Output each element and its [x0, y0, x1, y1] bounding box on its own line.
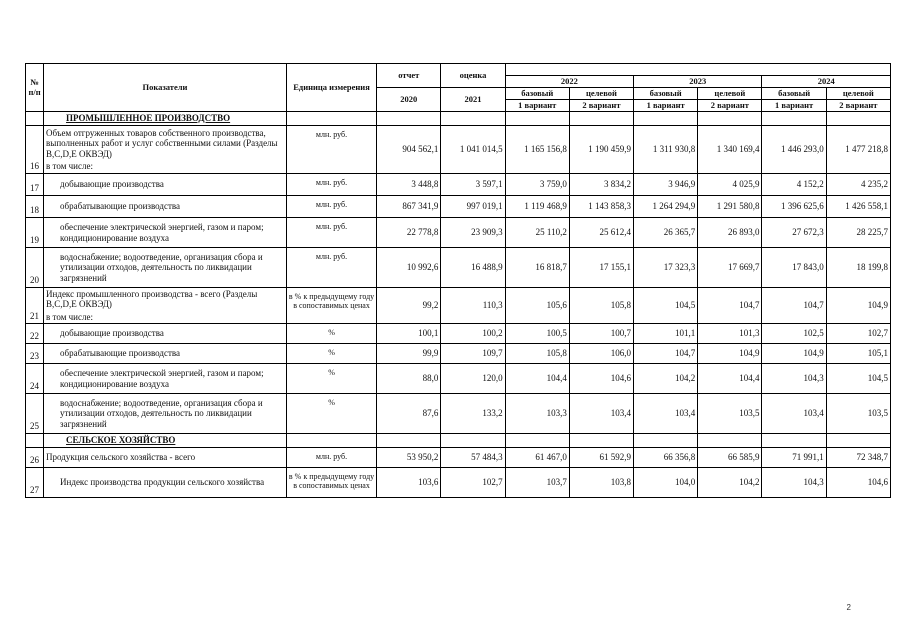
unit-cell: млн. руб.	[286, 248, 376, 288]
section-unit-cell	[286, 434, 376, 448]
table-row	[26, 174, 891, 196]
table-row	[26, 468, 891, 498]
value-cell: 1 143 858,3	[569, 196, 633, 218]
section-blank-cell	[762, 112, 826, 126]
indicator-name: Индекс производства продукции сельского хозяйства	[60, 477, 265, 488]
section-title: ПРОМЫШЛЕННОЕ ПРОИЗВОДСТВО	[44, 112, 287, 126]
section-blank-cell	[762, 434, 826, 448]
value-cell: 57 484,3	[441, 448, 505, 468]
value-cell: 105,8	[505, 344, 569, 364]
value-cell: 100,5	[505, 324, 569, 344]
year-2022-header: 2022	[505, 76, 633, 88]
row-number: 26	[26, 448, 44, 468]
section-blank-cell	[634, 112, 698, 126]
section-row	[26, 434, 891, 448]
indicator-name-cell	[44, 174, 287, 196]
table-row	[26, 324, 891, 344]
value-cell: 103,3	[505, 394, 569, 434]
value-cell: 1 446 293,0	[762, 126, 826, 174]
value-cell: 4 152,2	[762, 174, 826, 196]
indicator-name: водоснабжение; водоотведение, организация сбора и утилизации отходов, деятельность по ликвидации загрязнений	[60, 397, 263, 429]
indicator-name-cell	[44, 288, 287, 324]
unit-cell: млн. руб.	[286, 196, 376, 218]
value-cell: 26 365,7	[634, 218, 698, 248]
value-cell: 100,1	[377, 324, 441, 344]
value-cell: 66 356,8	[634, 448, 698, 468]
value-cell: 100,7	[569, 324, 633, 344]
value-cell: 100,2	[441, 324, 505, 344]
value-cell: 1 477 218,8	[826, 126, 890, 174]
value-cell: 102,7	[441, 468, 505, 498]
table-header	[26, 64, 891, 112]
value-cell: 26 893,0	[698, 218, 762, 248]
value-cell: 867 341,9	[377, 196, 441, 218]
value-cell: 1 264 294,9	[634, 196, 698, 218]
forecast-header-blank	[505, 64, 890, 76]
value-cell: 101,1	[634, 324, 698, 344]
value-cell: 104,4	[505, 364, 569, 394]
row-number: 21	[26, 288, 44, 324]
unit-cell: в % к предыдущему году в сопоставимых ценах	[286, 288, 376, 324]
unit-cell: млн. руб.	[286, 174, 376, 196]
section-blank-cell	[698, 112, 762, 126]
target-header-2023: целевой	[698, 88, 762, 100]
unit-cell: млн. руб.	[286, 126, 376, 174]
row-number: 20	[26, 248, 44, 288]
indicator-name-cell	[44, 394, 287, 434]
year-2024-header: 2024	[762, 76, 891, 88]
value-cell: 104,7	[634, 344, 698, 364]
value-cell: 3 448,8	[377, 174, 441, 196]
value-cell: 1 041 014,5	[441, 126, 505, 174]
section-num-cell	[26, 112, 44, 126]
value-cell: 997 019,1	[441, 196, 505, 218]
target-header-2022: целевой	[569, 88, 633, 100]
value-cell: 105,8	[569, 288, 633, 324]
value-cell: 99,9	[377, 344, 441, 364]
value-cell: 17 669,7	[698, 248, 762, 288]
value-cell: 1 165 156,8	[505, 126, 569, 174]
unit-cell: %	[286, 344, 376, 364]
value-cell: 104,7	[698, 288, 762, 324]
value-cell: 120,0	[441, 364, 505, 394]
section-blank-cell	[505, 434, 569, 448]
value-cell: 1 311 930,8	[634, 126, 698, 174]
row-number: 24	[26, 364, 44, 394]
target-header-2024: целевой	[826, 88, 890, 100]
col-estimate-header: оценка	[441, 64, 505, 88]
indicator-name: обрабатывающие производства	[60, 348, 181, 359]
unit-cell: %	[286, 324, 376, 344]
value-cell: 104,6	[569, 364, 633, 394]
section-blank-cell	[698, 434, 762, 448]
value-cell: 66 585,9	[698, 448, 762, 468]
table-body	[26, 112, 891, 498]
value-cell: 99,2	[377, 288, 441, 324]
value-cell: 28 225,7	[826, 218, 890, 248]
section-blank-cell	[441, 434, 505, 448]
indicator-name: обрабатывающие производства	[60, 201, 181, 212]
base-header-2024: базовый	[762, 88, 826, 100]
col-num-header: № п/п	[26, 64, 44, 112]
indicator-name: Индекс промышленного производства - всего (Разделы B,C,D,E ОКВЭД)	[46, 288, 258, 310]
base-header-2022: базовый	[505, 88, 569, 100]
row-number: 25	[26, 394, 44, 434]
value-cell: 104,3	[762, 364, 826, 394]
value-cell: 1 291 580,8	[698, 196, 762, 218]
variant2-header-2024: 2 вариант	[826, 100, 890, 112]
col-indicators-header: Показатели	[44, 64, 287, 112]
unit-cell: %	[286, 364, 376, 394]
value-cell: 25 110,2	[505, 218, 569, 248]
value-cell: 104,7	[762, 288, 826, 324]
year-2020-header: 2020	[377, 88, 441, 112]
value-cell: 25 612,4	[569, 218, 633, 248]
value-cell: 103,6	[377, 468, 441, 498]
value-cell: 16 818,7	[505, 248, 569, 288]
value-cell: 17 843,0	[762, 248, 826, 288]
indicator-subnote: в том числе:	[46, 311, 93, 322]
table-row	[26, 288, 891, 324]
value-cell: 109,7	[441, 344, 505, 364]
value-cell: 101,3	[698, 324, 762, 344]
indicator-name-cell	[44, 126, 287, 174]
section-title: СЕЛЬСКОЕ ХОЗЯЙСТВО	[44, 434, 287, 448]
value-cell: 103,4	[569, 394, 633, 434]
table-row	[26, 394, 891, 434]
year-2023-header: 2023	[634, 76, 762, 88]
variant1-header-2024: 1 вариант	[762, 100, 826, 112]
value-cell: 103,4	[762, 394, 826, 434]
value-cell: 104,3	[762, 468, 826, 498]
table-row	[26, 218, 891, 248]
row-number: 27	[26, 468, 44, 498]
value-cell: 1 426 558,1	[826, 196, 890, 218]
value-cell: 106,0	[569, 344, 633, 364]
value-cell: 71 991,1	[762, 448, 826, 468]
col-report-header: отчет	[377, 64, 441, 88]
row-number: 22	[26, 324, 44, 344]
table-row	[26, 126, 891, 174]
value-cell: 102,7	[826, 324, 890, 344]
value-cell: 3 597,1	[441, 174, 505, 196]
value-cell: 104,5	[634, 288, 698, 324]
value-cell: 17 155,1	[569, 248, 633, 288]
value-cell: 103,5	[826, 394, 890, 434]
indicator-name-cell	[44, 364, 287, 394]
value-cell: 72 348,7	[826, 448, 890, 468]
value-cell: 87,6	[377, 394, 441, 434]
value-cell: 104,6	[826, 468, 890, 498]
section-blank-cell	[441, 112, 505, 126]
indicator-name: добывающие производства	[60, 328, 164, 339]
value-cell: 104,4	[698, 364, 762, 394]
table-row	[26, 448, 891, 468]
value-cell: 3 834,2	[569, 174, 633, 196]
indicator-name: Объем отгруженных товаров собственного производства, выполненных работ и услуг собственными силами (Разделы B,C,D,E ОКВЭД)	[46, 127, 278, 159]
row-number: 19	[26, 218, 44, 248]
value-cell: 53 950,2	[377, 448, 441, 468]
indicator-name: добывающие производства	[60, 179, 164, 190]
row-number: 23	[26, 344, 44, 364]
value-cell: 904 562,1	[377, 126, 441, 174]
section-blank-cell	[569, 112, 633, 126]
page-number: 2	[846, 603, 851, 612]
value-cell: 105,6	[505, 288, 569, 324]
value-cell: 61 592,9	[569, 448, 633, 468]
value-cell: 23 909,3	[441, 218, 505, 248]
value-cell: 103,7	[505, 468, 569, 498]
base-header-2023: базовый	[634, 88, 698, 100]
value-cell: 104,9	[762, 344, 826, 364]
value-cell: 1 340 169,4	[698, 126, 762, 174]
unit-cell: в % к предыдущему году в сопоставимых ценах	[286, 468, 376, 498]
value-cell: 104,9	[698, 344, 762, 364]
value-cell: 4 235,2	[826, 174, 890, 196]
indicator-name: обеспечение электрической энергией, газом и паром; кондиционирование воздуха	[60, 368, 264, 389]
indicator-name-cell	[44, 344, 287, 364]
row-number: 17	[26, 174, 44, 196]
table-row	[26, 196, 891, 218]
value-cell: 1 119 468,9	[505, 196, 569, 218]
value-cell: 103,5	[698, 394, 762, 434]
table-row	[26, 248, 891, 288]
unit-cell: млн. руб.	[286, 448, 376, 468]
variant1-header-2022: 1 вариант	[505, 100, 569, 112]
value-cell: 105,1	[826, 344, 890, 364]
variant2-header-2023: 2 вариант	[698, 100, 762, 112]
indicator-subnote: в том числе:	[46, 160, 93, 171]
value-cell: 104,0	[634, 468, 698, 498]
indicator-name: водоснабжение; водоотведение, организация сбора и утилизации отходов, деятельность по ликвидации загрязнений	[60, 251, 263, 283]
value-cell: 27 672,3	[762, 218, 826, 248]
indicator-name-cell	[44, 468, 287, 498]
value-cell: 17 323,3	[634, 248, 698, 288]
value-cell: 88,0	[377, 364, 441, 394]
section-blank-cell	[505, 112, 569, 126]
value-cell: 1 396 625,6	[762, 196, 826, 218]
section-blank-cell	[377, 434, 441, 448]
indicator-name-cell	[44, 196, 287, 218]
value-cell: 61 467,0	[505, 448, 569, 468]
table-row	[26, 364, 891, 394]
variant1-header-2023: 1 вариант	[634, 100, 698, 112]
value-cell: 110,3	[441, 288, 505, 324]
section-blank-cell	[826, 434, 890, 448]
indicator-name-cell	[44, 218, 287, 248]
year-2021-header: 2021	[441, 88, 505, 112]
indicator-name-cell	[44, 448, 287, 468]
value-cell: 3 759,0	[505, 174, 569, 196]
value-cell: 104,2	[634, 364, 698, 394]
unit-cell: %	[286, 394, 376, 434]
value-cell: 4 025,9	[698, 174, 762, 196]
section-blank-cell	[569, 434, 633, 448]
value-cell: 22 778,8	[377, 218, 441, 248]
value-cell: 1 190 459,9	[569, 126, 633, 174]
col-unit-header: Единица измерения	[286, 64, 376, 112]
section-blank-cell	[377, 112, 441, 126]
value-cell: 10 992,6	[377, 248, 441, 288]
value-cell: 3 946,9	[634, 174, 698, 196]
indicator-name-cell	[44, 248, 287, 288]
section-unit-cell	[286, 112, 376, 126]
indicator-name: обеспечение электрической энергией, газом и паром; кондиционирование воздуха	[60, 222, 264, 243]
variant2-header-2022: 2 вариант	[569, 100, 633, 112]
section-blank-cell	[634, 434, 698, 448]
section-num-cell	[26, 434, 44, 448]
unit-cell: млн. руб.	[286, 218, 376, 248]
table-row	[26, 344, 891, 364]
value-cell: 104,2	[698, 468, 762, 498]
value-cell: 103,8	[569, 468, 633, 498]
indicators-table	[25, 63, 891, 498]
value-cell: 133,2	[441, 394, 505, 434]
value-cell: 103,4	[634, 394, 698, 434]
row-number: 18	[26, 196, 44, 218]
value-cell: 16 488,9	[441, 248, 505, 288]
value-cell: 104,9	[826, 288, 890, 324]
value-cell: 104,5	[826, 364, 890, 394]
value-cell: 18 199,8	[826, 248, 890, 288]
section-row	[26, 112, 891, 126]
section-blank-cell	[826, 112, 890, 126]
indicator-name-cell	[44, 324, 287, 344]
indicator-name: Продукция сельского хозяйства - всего	[46, 452, 196, 463]
value-cell: 102,5	[762, 324, 826, 344]
row-number: 16	[26, 126, 44, 174]
